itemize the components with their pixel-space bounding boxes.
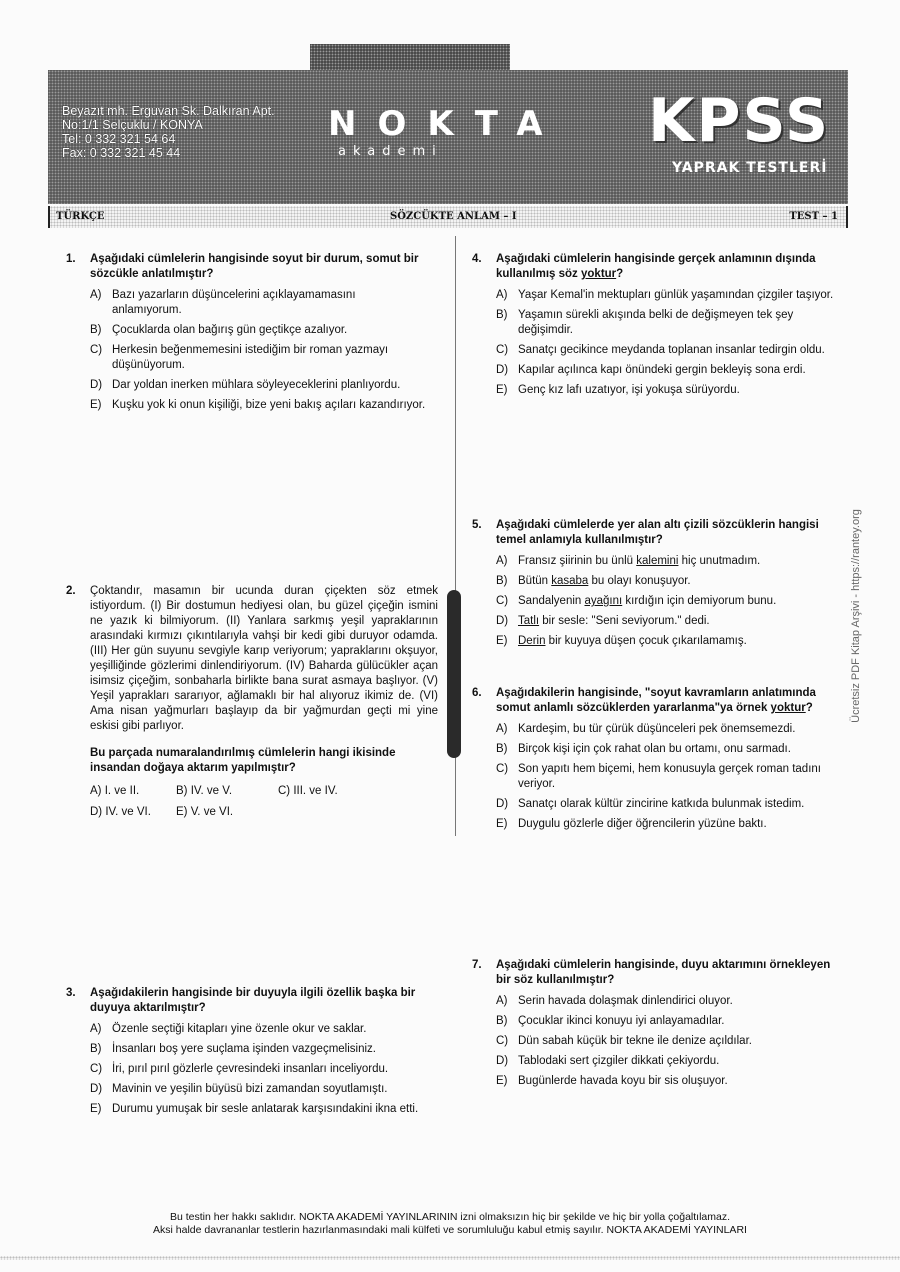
option-label: D) xyxy=(496,364,509,376)
option-label: C) xyxy=(90,344,103,356)
option-text: Yaşar Kemal'in mektupları günlük yaşamından çizgiler taşıyor. xyxy=(518,289,834,301)
option-label: D) xyxy=(90,1083,103,1095)
option-e[interactable] xyxy=(496,817,838,832)
option-label: A) xyxy=(90,1023,102,1035)
option-list xyxy=(496,722,838,832)
publisher-address xyxy=(62,104,275,160)
address-line: No:1/1 Selçuklu / KONYA xyxy=(62,118,203,132)
header-tab xyxy=(310,44,510,70)
option-a[interactable] xyxy=(90,1022,438,1037)
option-label: B) xyxy=(90,324,102,336)
option-text: Genç kız lafı uzatıyor, işi yokuşa sürüyordu. xyxy=(518,384,740,396)
option-text: Özenle seçtiği kitapları yine özenle okur ve saklar. xyxy=(112,1023,367,1035)
question-stem: Aşağıdaki cümlelerin hangisinde soyut bir durum, somut bir sözcükle anlatılmıştır? xyxy=(90,253,419,280)
option-text: Bugünlerde havada koyu bir sis oluşuyor. xyxy=(518,1075,728,1087)
stem-end: ? xyxy=(805,702,813,714)
option-list xyxy=(496,994,838,1089)
footer-line: Bu testin her hakkı saklıdır. NOKTA AKADEMİ YAYINLARININ izni olmaksızın hiç bir şekilde ve hiç bir yolla çoğaltılamaz. xyxy=(169,1211,731,1223)
option-text: Birçok kişi için çok rahat olan bu ortamı, onu sarmadı. xyxy=(518,743,791,755)
option-e[interactable] xyxy=(496,383,838,398)
question-stem: Aşağıdaki cümlelerde yer alan altı çizili sözcüklerin hangisi temel anlamıyla kullanılmıştır? xyxy=(496,519,819,546)
question-number: 1. xyxy=(66,253,76,265)
option-a[interactable] xyxy=(496,722,838,737)
option-label: E) xyxy=(496,635,508,647)
option-label: E) xyxy=(496,384,508,396)
option-text-pre: Fransız şiirinin bu ünlü xyxy=(518,555,637,567)
test-number: TEST – 1 xyxy=(789,211,838,222)
question-stem: Bu parçada numaralandırılmış cümlelerin hangi ikisinde insandan doğaya aktarım yapılmıştır? xyxy=(90,747,396,774)
option-text: Bazı yazarların düşüncelerini açıklayamamasını anlamıyorum. xyxy=(112,289,356,316)
stem-text: Aşağıdaki cümlelerin hangisinde gerçek anlamının dışında kullanılmış söz xyxy=(496,253,816,280)
option-c[interactable]: C) III. ve IV. xyxy=(278,785,338,797)
option-text: Sanatçı gecikince meydanda toplanan insanlar tedirgin oldu. xyxy=(518,344,825,356)
option-list xyxy=(90,1022,438,1117)
option-list xyxy=(496,554,838,649)
option-text: Dar yoldan inerken mühlara söyleyeceklerini planlıyordu. xyxy=(112,379,401,391)
question-7 xyxy=(472,958,838,1094)
option-list xyxy=(496,288,838,398)
option-label: E) xyxy=(90,1103,102,1115)
option-label: E) xyxy=(90,399,102,411)
option-d[interactable] xyxy=(90,1082,438,1097)
option-label: B) xyxy=(90,1043,102,1055)
option-text: Dün sabah küçük bir tekne ile denize açıldılar. xyxy=(518,1035,752,1047)
option-d[interactable] xyxy=(496,1054,838,1069)
option-text: Durumu yumuşak bir sesle anlatarak karşısındakini ikna etti. xyxy=(112,1103,419,1115)
question-2 xyxy=(66,584,438,820)
option-text xyxy=(518,574,838,589)
option-text xyxy=(518,634,838,649)
question-5 xyxy=(472,518,838,654)
question-stem: Aşağıdakilerin hangisinde bir duyuyla ilgili özellik başka bir duyuya aktarılmıştır? xyxy=(90,987,416,1014)
underlined-word: Derin xyxy=(518,635,546,647)
option-c[interactable] xyxy=(496,762,838,792)
question-number: 3. xyxy=(66,987,76,999)
stem-end: ? xyxy=(616,268,624,280)
option-text: İnsanları boş yere suçlama işinden vazgeçmelisiniz. xyxy=(112,1043,376,1055)
option-label: C) xyxy=(90,1063,103,1075)
option-d[interactable] xyxy=(90,378,428,393)
title-bar xyxy=(48,206,848,228)
option-b[interactable] xyxy=(496,742,838,757)
option-text xyxy=(518,614,838,629)
option-text-pre: Bütün xyxy=(518,575,552,587)
question-number: 7. xyxy=(472,959,482,971)
option-label: C) xyxy=(496,1035,509,1047)
option-text xyxy=(518,554,838,569)
option-label: A) xyxy=(90,289,102,301)
option-text: Kapılar açılınca kapı önündeki gergin bekleyiş sona erdi. xyxy=(518,364,806,376)
bottom-strip xyxy=(0,1256,900,1260)
option-label: B) xyxy=(496,309,508,321)
question-4 xyxy=(472,252,838,403)
question-number: 6. xyxy=(472,687,482,699)
question-number: 2. xyxy=(66,585,76,597)
option-c[interactable] xyxy=(496,594,838,609)
option-a[interactable] xyxy=(90,288,428,318)
fax-line: Fax: 0 332 321 45 44 xyxy=(62,146,181,160)
option-a[interactable] xyxy=(496,288,838,303)
option-label: D) xyxy=(496,1055,509,1067)
topic-label: SÖZCÜKTE ANLAM – I xyxy=(390,211,517,222)
option-b[interactable] xyxy=(496,574,838,589)
option-text-post: kırdığın için demiyorum bunu. xyxy=(622,595,777,607)
option-text: Kardeşim, bu tür çürük düşünceleri pek önemsemezdi. xyxy=(518,723,796,735)
option-c[interactable] xyxy=(90,1062,438,1077)
question-1 xyxy=(66,252,428,418)
option-text: Serin havada dolaşmak dinlendirici oluyor. xyxy=(518,995,733,1007)
option-d[interactable] xyxy=(496,797,838,812)
stem-emphasis: yoktur xyxy=(770,702,806,714)
option-b[interactable] xyxy=(496,1014,838,1029)
underlined-word: Tatlı xyxy=(518,615,540,627)
stem-emphasis: yoktur xyxy=(581,268,617,280)
footer-line: Aksi halde davrananlar testlerin hazırlanmasındaki mali külfeti ve sorumluluğu kabul etmiş sayılır. NOKTA AKADEMİ YAYINLARI xyxy=(153,1224,747,1236)
option-text: Çocuklar ikinci konuyu iyi anlayamadılar. xyxy=(518,1015,725,1027)
underlined-word: ayağını xyxy=(584,595,623,607)
option-label: E) xyxy=(496,1075,508,1087)
option-a[interactable]: A) I. ve II. xyxy=(90,785,140,797)
option-e[interactable]: E) V. ve VI. xyxy=(176,806,234,818)
option-text: Tablodaki sert çizgiler dikkati çekiyordu. xyxy=(518,1055,720,1067)
option-e[interactable] xyxy=(496,634,838,649)
option-label: A) xyxy=(496,995,508,1007)
option-text: Yaşamın sürekli akışında belki de değişmeyen tek şey değişimdir. xyxy=(518,309,794,336)
answer-grid xyxy=(90,784,438,820)
brand-subtitle: akademi xyxy=(338,144,443,159)
option-label: B) xyxy=(496,743,508,755)
option-text: Son yapıtı hem biçemi, hem konusuyla gerçek roman tadını veriyor. xyxy=(518,763,821,790)
option-label: C) xyxy=(496,763,509,775)
question-number: 4. xyxy=(472,253,482,265)
kpss-logo: KPSS xyxy=(648,86,831,156)
underlined-word: kalemini xyxy=(636,555,679,567)
option-e[interactable] xyxy=(90,398,428,413)
question-stem xyxy=(496,252,838,282)
option-d[interactable] xyxy=(496,363,838,378)
option-text: İri, pırıl pırıl gözlerle çevresindeki insanları inceliyordu. xyxy=(112,1063,389,1075)
option-b[interactable] xyxy=(90,323,428,338)
question-passage: Çoktandır, masamın bir ucunda duran çiçekten söz etmek istiyordum. (I) Bir dostumun hediyesi olan, bu güzel çiçeğin ismini ne yazık ki bilmiyorum. (II) Yanlara sarkmış yeşil yapraklarının arasındaki kırmızı çıkıntılarıyla vahşi bir kedi gibi duruyor odamda. (III) Her gün suyunu sevgiyle karıp veriyorum; yapraklarını okşuyor, yeşilliğinde gözlerimi dinlendiriyorum. (IV) Baharda gülücükler açan isimsiz çiçeğim, sonbaharla birlikte bana surat asmaya başlıyor. (V) Yeşil yaprakları sararıyor, ağlamaklı bir hal alıyoruz ikimiz de. (VI) Ama nisan yağmurları başlayıp da bir yağmurdan geçti mi yine eskisi gibi parlıyor. xyxy=(90,585,438,732)
option-text xyxy=(518,594,838,609)
option-label: E) xyxy=(496,818,508,830)
option-text: Herkesin beğenmemesini istediğim bir roman yazmayı düşünüyorum. xyxy=(112,344,389,371)
option-label: A) xyxy=(496,723,508,735)
underlined-word: kasaba xyxy=(551,575,589,587)
question-stem: Aşağıdaki cümlelerin hangisinde, duyu aktarımını örnekleyen bir söz kullanılmıştır? xyxy=(496,959,831,986)
footer-notice xyxy=(60,1211,840,1237)
subject-label: TÜRKÇE xyxy=(56,211,105,222)
option-list xyxy=(90,288,428,413)
option-d[interactable]: D) IV. ve VI. xyxy=(90,806,151,818)
option-c[interactable] xyxy=(496,1034,838,1049)
option-b[interactable] xyxy=(496,308,838,338)
option-label: D) xyxy=(496,798,509,810)
option-text-post: hiç unutmadım. xyxy=(678,555,761,567)
kpss-subtitle: YAPRAK TESTLERİ xyxy=(672,160,828,176)
side-logo-strip xyxy=(447,590,461,758)
option-label: B) xyxy=(496,575,508,587)
option-text-post: bir sesle: "Seni seviyorum." dedi. xyxy=(539,615,710,627)
question-6 xyxy=(472,686,838,837)
option-label: B) xyxy=(496,1015,508,1027)
option-label: C) xyxy=(496,344,509,356)
option-label: D) xyxy=(90,379,103,391)
option-label: D) xyxy=(496,615,509,627)
option-c[interactable] xyxy=(496,343,838,358)
option-label: C) xyxy=(496,595,509,607)
question-stem xyxy=(496,686,838,716)
option-b[interactable]: B) IV. ve V. xyxy=(176,785,233,797)
option-text: Duygulu gözlerle diğer öğrencilerin yüzüne baktı. xyxy=(518,818,767,830)
option-text-post: bu olayı konuşuyor. xyxy=(588,575,691,587)
address-line: Beyazıt mh. Erguvan Sk. Dalkıran Apt. xyxy=(62,104,275,118)
option-a[interactable] xyxy=(496,994,838,1009)
option-label: A) xyxy=(496,289,508,301)
option-d[interactable] xyxy=(496,614,838,629)
option-text-pre: Sandalyenin xyxy=(518,595,585,607)
question-number: 5. xyxy=(472,519,482,531)
option-b[interactable] xyxy=(90,1042,438,1057)
option-text: Çocuklarda olan bağırış gün geçtikçe azalıyor. xyxy=(112,324,348,336)
option-a[interactable] xyxy=(496,554,838,569)
stem-text: Aşağıdakilerin hangisinde, "soyut kavramların anlatımında somut anlamlı sözcüklerden yararlanma"ya örnek xyxy=(496,687,816,714)
option-c[interactable] xyxy=(90,343,428,373)
option-text: Mavinin ve yeşilin büyüsü bizi zamandan soyutlamıştı. xyxy=(112,1083,388,1095)
brand-logo: NOKTA xyxy=(328,104,564,144)
side-watermark: Ücretsiz PDF Kitap Arşivi - https://rantey.org xyxy=(850,509,862,723)
option-e[interactable] xyxy=(90,1102,438,1117)
header-banner xyxy=(48,44,848,204)
option-text: Kuşku yok ki onun kişiliği, bize yeni bakış açıları kazandırıyor. xyxy=(112,399,426,411)
option-e[interactable] xyxy=(496,1074,838,1089)
option-text-post: bir kuyuya düşen çocuk çıkarılamamış. xyxy=(545,635,747,647)
option-label: A) xyxy=(496,555,508,567)
question-3 xyxy=(66,986,438,1122)
phone-line: Tel: 0 332 321 54 64 xyxy=(62,132,176,146)
option-text: Sanatçı olarak kültür zincirine katkıda bulunmak istedim. xyxy=(518,798,805,810)
